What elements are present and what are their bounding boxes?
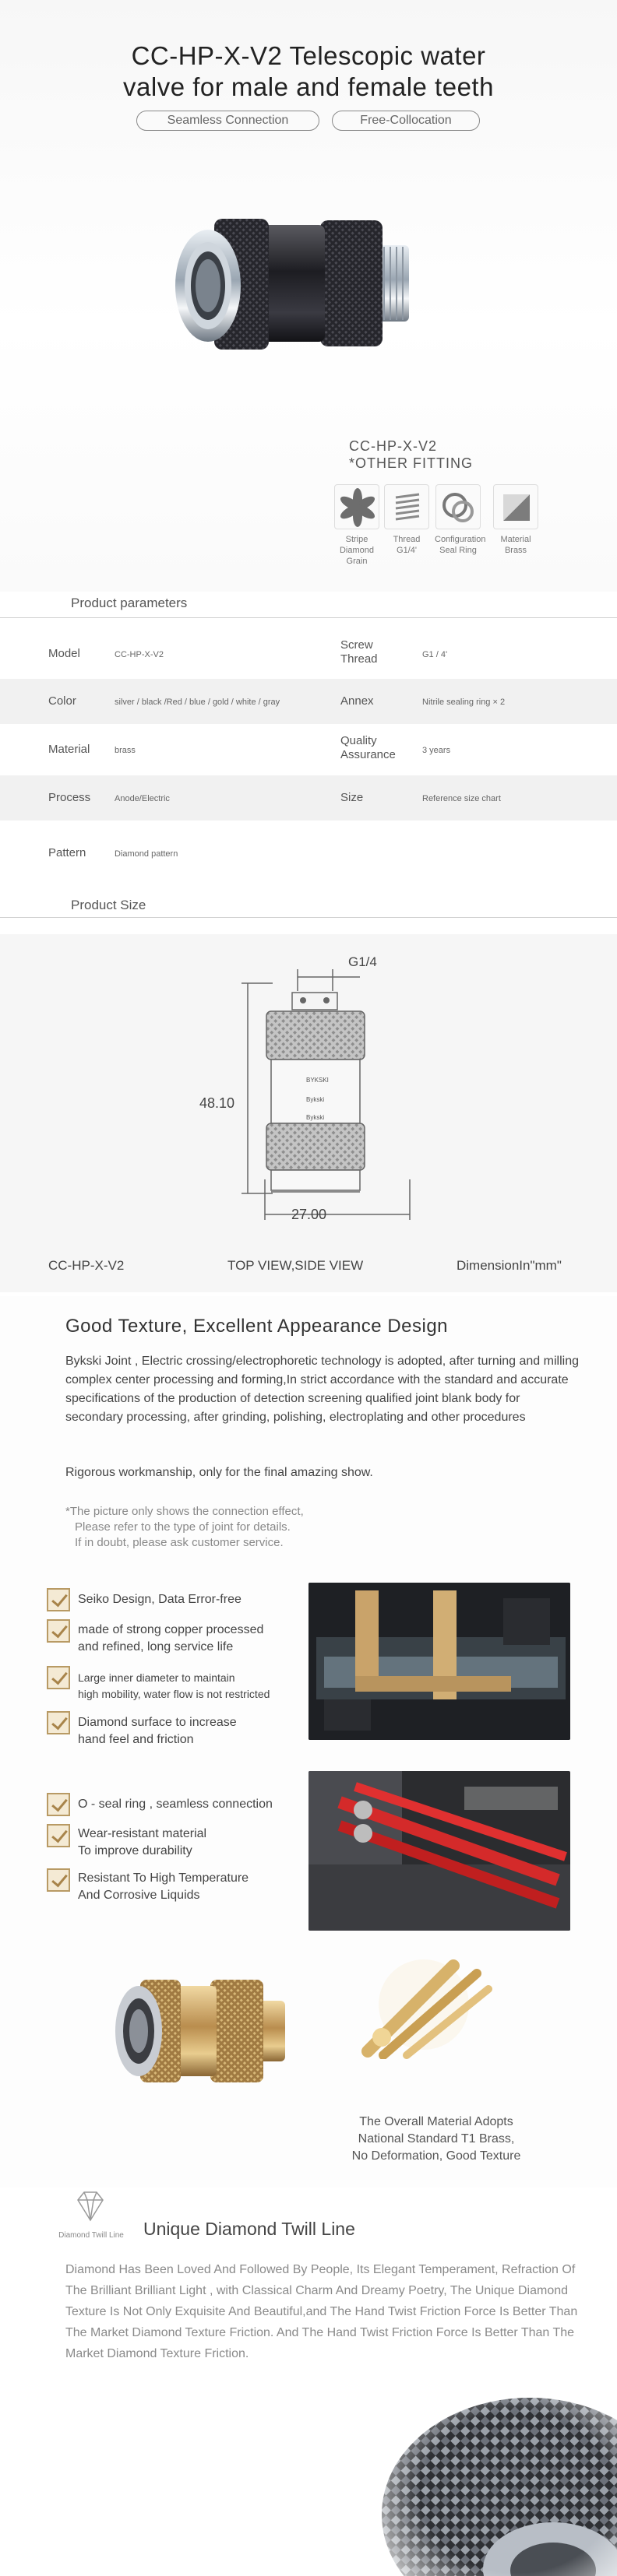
fitting-model: CC-HP-X-V2 bbox=[349, 438, 438, 454]
fitting-item-material bbox=[492, 484, 539, 556]
checkbox-icon bbox=[47, 1868, 70, 1892]
size-footer-model: CC-HP-X-V2 bbox=[48, 1258, 125, 1273]
diamond-paragraph: Diamond Has Been Loved And Followed By People, Its Elegant Temperament, Refraction Of The Brilliant Brilliant Light , with Classical Charm And Dreamy Poetry, The Unique Diamond Texture Is Not Only Exquisite And Beautiful,and The Hand Twist Friction Force Is Better Than The Market Diamond Texture Friction. And The Hand Twist Friction Force Is Better Than The Market Diamond Texture Friction. bbox=[65, 2263, 578, 2360]
hero-section bbox=[0, 0, 617, 592]
param-label: Quality Assurance bbox=[340, 734, 396, 761]
feature-item: O - seal ring , seamless connection bbox=[78, 1798, 273, 1811]
checkbox-icon bbox=[47, 1824, 70, 1847]
diamond-heading: Unique Diamond Twill Line bbox=[143, 2219, 355, 2239]
technical-drawing bbox=[179, 946, 460, 1230]
param-value: Nitrile sealing ring × 2 bbox=[422, 698, 506, 707]
checkbox-icon bbox=[47, 1588, 70, 1611]
brass-caption: The Overall Material Adopts National Standard T1 Brass, No Deformation, Good Texture bbox=[351, 2115, 521, 2163]
param-label: Size bbox=[340, 791, 364, 804]
param-row bbox=[0, 831, 617, 876]
section-heading-size: Product Size bbox=[71, 898, 146, 912]
param-row bbox=[0, 775, 617, 821]
diamond-logo-icon bbox=[70, 2186, 111, 2226]
tag-seamless-connection: Seamless Connection bbox=[136, 111, 319, 131]
param-row bbox=[0, 727, 617, 772]
param-label: Material bbox=[48, 743, 90, 756]
thread-icon bbox=[384, 484, 429, 529]
checkbox-icon bbox=[47, 1619, 70, 1643]
fitting-item-label: Thread G1/4' bbox=[393, 535, 421, 555]
tag-free-collocation: Free-Collocation bbox=[332, 111, 480, 131]
fan-pattern-icon bbox=[334, 484, 379, 529]
param-value: brass bbox=[115, 746, 136, 755]
material-icon bbox=[493, 484, 538, 529]
feature-item: Seiko Design, Data Error-free bbox=[78, 1593, 242, 1606]
note-line: If in doubt, please ask customer service. bbox=[75, 1536, 284, 1549]
dim-width-label: 27.00 bbox=[291, 1207, 327, 1222]
feature-item: Resistant To High Temperature And Corrosive Liquids bbox=[78, 1871, 249, 1902]
param-value: CC-HP-X-V2 bbox=[115, 650, 164, 659]
fitting-item-label: Configuration Seal Ring bbox=[435, 535, 486, 555]
product-image-black-fitting bbox=[167, 199, 448, 378]
fitting-item-seal bbox=[435, 484, 486, 556]
brass-rods-image bbox=[360, 1958, 492, 2059]
param-value: Diamond pattern bbox=[115, 849, 178, 859]
param-label: Model bbox=[48, 647, 80, 660]
fitting-panel bbox=[349, 438, 473, 472]
param-row bbox=[0, 631, 617, 677]
size-footer-dimension: DimensionIn"mm" bbox=[457, 1258, 562, 1273]
fitting-item-thread bbox=[383, 484, 430, 556]
size-footer-view: TOP VIEW,SIDE VIEW bbox=[227, 1258, 364, 1273]
param-label: Pattern bbox=[48, 846, 86, 859]
seal-ring-icon bbox=[435, 484, 481, 529]
texture-paragraph: Bykski Joint , Electric crossing/electrophoretic technology is adopted, after turning and milling complex center processing and forming,In strict accordance with the standard and accurate specifications of the production of detection screening qualified joint blank body for secondary processing, after grinding, polishing, electroplating and other procedures bbox=[65, 1355, 579, 1424]
feature-item: made of strong copper processed and refined, long service life bbox=[78, 1623, 264, 1653]
fitting-item-label: Stripe Diamond Grain bbox=[339, 535, 375, 566]
param-value: 3 years bbox=[422, 746, 451, 755]
param-value: G1 / 4' bbox=[422, 650, 448, 659]
drawing-brand-mark: Bykski bbox=[306, 1114, 325, 1121]
divider bbox=[0, 917, 617, 918]
param-label: Screw Thread bbox=[340, 638, 378, 666]
divider bbox=[0, 617, 617, 618]
knurl-closeup-image bbox=[366, 2367, 617, 2576]
dim-height-label: 48.10 bbox=[199, 1095, 235, 1111]
param-value: Anode/Electric bbox=[115, 794, 170, 803]
note-line: Please refer to the type of joint for details. bbox=[75, 1520, 291, 1534]
title-line-1: CC-HP-X-V2 Telescopic water bbox=[131, 41, 486, 70]
installation-photo-clear-block bbox=[308, 1583, 570, 1740]
checkbox-icon bbox=[47, 1711, 70, 1734]
drawing-brand-mark: Bykski bbox=[306, 1096, 325, 1103]
param-label: Annex bbox=[340, 694, 374, 708]
param-value: silver / black /Red / blue / gold / white / gray bbox=[115, 698, 280, 707]
param-row bbox=[0, 679, 617, 724]
texture-heading: Good Texture, Excellent Appearance Design bbox=[65, 1316, 449, 1337]
fitting-subtitle: *OTHER FITTING bbox=[349, 455, 473, 471]
fitting-item-stripe bbox=[333, 484, 380, 567]
dim-thread-label: G1/4 bbox=[348, 954, 377, 969]
installation-photo-red-tubes bbox=[308, 1771, 570, 1931]
texture-paragraph-2: Rigorous workmanship, only for the final amazing show. bbox=[65, 1466, 373, 1479]
section-heading-parameters: Product parameters bbox=[71, 596, 188, 610]
checkbox-icon bbox=[47, 1666, 70, 1689]
param-value: Reference size chart bbox=[422, 794, 501, 803]
product-image-gold-fitting bbox=[109, 1966, 312, 2106]
page-title bbox=[62, 40, 555, 103]
feature-item: Wear-resistant material To improve durability bbox=[78, 1827, 207, 1857]
fitting-item-label: Material Brass bbox=[500, 535, 531, 555]
note-line: *The picture only shows the connection effect, bbox=[65, 1505, 304, 1518]
param-label: Process bbox=[48, 791, 91, 804]
checkbox-icon bbox=[47, 1793, 70, 1816]
diamond-logo-text: Diamond Twill Line bbox=[58, 2231, 124, 2240]
title-line-2: valve for male and female teeth bbox=[123, 72, 494, 101]
drawing-brand-mark: BYKSKI bbox=[306, 1077, 329, 1084]
feature-item: Large inner diameter to maintain high mobility, water flow is not restricted bbox=[78, 1671, 270, 1700]
feature-item: Diamond surface to increase hand feel and friction bbox=[78, 1716, 237, 1746]
param-label: Color bbox=[48, 694, 76, 708]
